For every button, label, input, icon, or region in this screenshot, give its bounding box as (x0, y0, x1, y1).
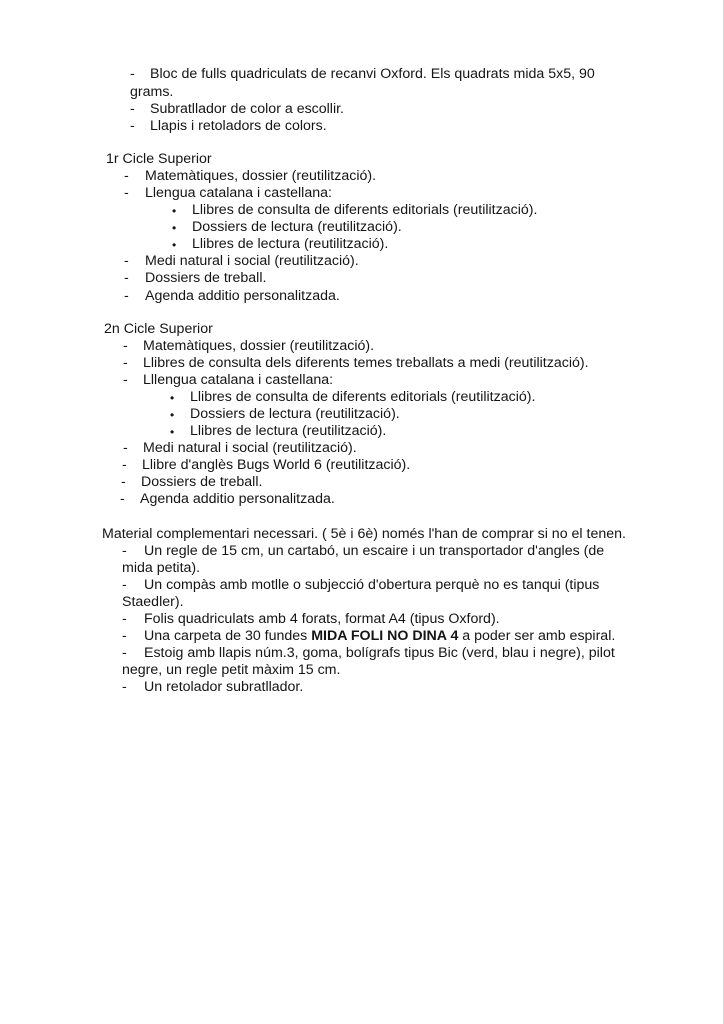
sub-list-item: Llibres de consulta de diferents editorials (reutilització). (190, 389, 536, 405)
sub-list-item: Llibres de lectura (reutilització). (190, 423, 387, 439)
list-item: Bloc de fulls quadriculats de recanvi Oxford. Els quadrats mida 5x5, 90 (150, 66, 595, 82)
dash-marker: - (122, 543, 127, 559)
dash-marker: - (130, 101, 135, 117)
list-item: Medi natural i social (reutilització). (143, 440, 357, 456)
list-item-continuation: mida petita). (122, 560, 201, 576)
list-item-bold-text: MIDA FOLI NO DINA 4 (311, 628, 459, 644)
list-item: Un retolador subratllador. (144, 679, 304, 695)
bullet-marker: • (170, 408, 175, 422)
dash-marker: - (123, 355, 128, 371)
list-item: Medi natural i social (reutilització). (145, 253, 359, 269)
list-item: Matemàtiques, dossier (reutilització). (143, 338, 375, 354)
bullet-marker: • (170, 391, 175, 405)
list-item-text: a poder ser amb espiral. (458, 628, 616, 644)
sub-list-item: Llibres de consulta de diferents editorials (reutilització). (192, 202, 538, 218)
list-item-continuation: grams. (130, 84, 174, 100)
dash-marker: - (124, 253, 129, 269)
dash-marker: - (124, 185, 129, 201)
dash-marker: - (130, 118, 135, 134)
list-item: Llibres de consulta dels diferents temes treballats a medi (reutilització). (143, 355, 589, 371)
dash-marker: - (123, 338, 128, 354)
bullet-marker: • (172, 238, 177, 252)
sub-list-item: Dossiers de lectura (reutilització). (190, 406, 400, 422)
section-heading-cycle1: 1r Cicle Superior (106, 151, 212, 167)
list-item: Folis quadriculats amb 4 forats, format A4 (tipus Oxford). (144, 611, 500, 627)
list-item: Un compàs amb motlle o subjecció d'obertura perquè no es tanqui (tipus (144, 577, 600, 593)
section-heading-complementary: Material complementari necessari. ( 5è i 6è) només l'han de comprar si no el tenen. (102, 526, 626, 542)
list-item: Llengua catalana i castellana: (145, 185, 332, 201)
list-item: Llibre d'anglès Bugs World 6 (reutilització). (142, 457, 411, 473)
list-item-continuation: Staedler). (122, 594, 184, 610)
dash-marker: - (123, 440, 128, 456)
list-item: Lllengua catalana i castellana: (143, 372, 334, 388)
list-item-continuation: negre, un regle petit màxim 15 cm. (122, 662, 341, 678)
dash-marker: - (123, 372, 128, 388)
dash-marker: - (122, 628, 127, 644)
list-item: Llapis i retoladors de colors. (150, 118, 327, 134)
list-item: Dossiers de treball. (141, 474, 263, 490)
list-item: Un regle de 15 cm, un cartabó, un escaire i un transportador d'angles (de (144, 543, 605, 559)
sub-list-item: Llibres de lectura (reutilització). (192, 236, 389, 252)
list-item: Agenda additio personalitzada. (145, 288, 340, 304)
dash-marker: - (122, 457, 127, 473)
dash-marker: - (122, 645, 127, 661)
bullet-marker: • (170, 425, 175, 439)
list-item (144, 628, 615, 645)
dash-marker: - (121, 474, 126, 490)
bullet-marker: • (172, 221, 177, 235)
dash-marker: - (130, 66, 135, 82)
dash-marker: - (122, 679, 127, 695)
dash-marker: - (122, 611, 127, 627)
list-item: Dossiers de treball. (145, 270, 267, 286)
list-item: Estoig amb llapis núm.3, goma, bolígrafs tipus Bic (verd, blau i negre), pilot (144, 645, 615, 661)
dash-marker: - (124, 270, 129, 286)
dash-marker: - (120, 491, 125, 507)
bullet-marker: • (172, 204, 177, 218)
list-item: Agenda additio personalitzada. (140, 491, 335, 507)
section-heading-cycle2: 2n Cicle Superior (104, 321, 213, 337)
dash-marker: - (124, 288, 129, 304)
dash-marker: - (122, 577, 127, 593)
sub-list-item: Dossiers de lectura (reutilització). (192, 219, 402, 235)
list-item: Subratllador de color a escollir. (150, 101, 344, 117)
list-item: Matemàtiques, dossier (reutilització). (145, 168, 377, 184)
list-item-text: Una carpeta de 30 fundes (144, 628, 312, 644)
dash-marker: - (124, 168, 129, 184)
